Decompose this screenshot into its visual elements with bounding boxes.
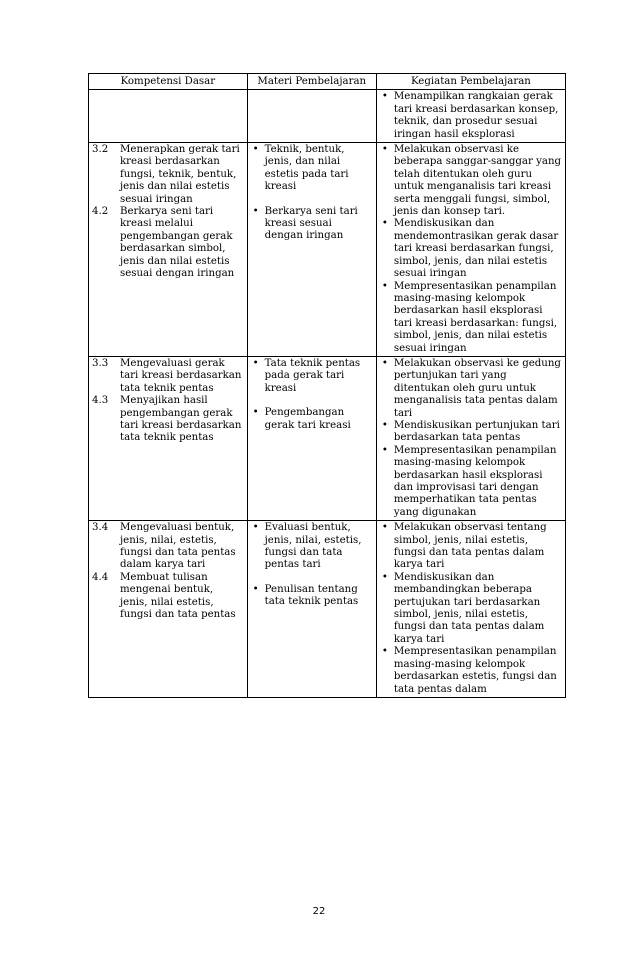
page-number: 22 (312, 906, 326, 917)
table-row (89, 143, 566, 357)
curriculum-table (88, 73, 566, 698)
kegiatan-item: • Melakukan observasi tentang simbol, jenis, nilai estetis, fungsi dan tata pentas dalam karya tari (380, 522, 562, 572)
cell-kompetensi (89, 143, 248, 357)
table-header-row (89, 74, 566, 90)
materi-item: • Tata teknik pentas pada gerak tari kreasi (251, 358, 373, 395)
materi-item: • Pengembangan gerak tari kreasi (251, 407, 373, 432)
kompetensi-number: 4.2 (92, 206, 109, 218)
kompetensi-number: 3.2 (92, 144, 109, 156)
kegiatan-item: • Melakukan observasi ke gedung pertunjukan tari yang ditentukan oleh guru untuk menganalisis tata pentas dalam tari (380, 358, 562, 420)
header-kegiatan-pembelajaran: Kegiatan Pembelajaran (376, 74, 565, 90)
kegiatan-item: • Mendiskusikan pertunjukan tari berdasarkan tata pentas (380, 420, 562, 445)
cell-materi (247, 521, 376, 698)
header-kompetensi-dasar: Kompetensi Dasar (89, 74, 248, 90)
materi-item: • Berkarya seni tari kreasi sesuai dengan iringan (251, 206, 373, 243)
cell-kegiatan (376, 521, 565, 698)
kompetensi-text: Mengevaluasi bentuk, jenis, nilai, estetis, fungsi dan tata pentas dalam karya tari (120, 522, 236, 571)
table-row (89, 521, 566, 698)
cell-kompetensi (89, 356, 248, 520)
kegiatan-item: • Mendiskusikan dan mendemontrasikan gerak dasar tari kreasi berdasarkan fungsi, simbol, jenis, dan nilai estetis sesuai iringan (380, 218, 562, 280)
kompetensi-text: Membuat tulisan mengenai bentuk, jenis, nilai estetis, fungsi dan tata pentas (120, 571, 236, 621)
kompetensi-number: 3.3 (92, 357, 109, 369)
materi-item: • Evaluasi bentuk, jenis, nilai, estetis, fungsi dan tata pentas tari (251, 522, 373, 572)
materi-item: • Penulisan tentang tata teknik pentas (251, 584, 373, 609)
kompetensi-item (92, 144, 244, 206)
cell-kegiatan (376, 90, 565, 143)
kegiatan-item: • Mempresentasikan penampilan masing-masing kelompok berdasarkan hasil eksplorasi dan improvisasi tari dengan memperhatikan tata pentas yang digunakan (380, 445, 562, 519)
table-body (89, 90, 566, 698)
kompetensi-item (92, 522, 244, 572)
kompetensi-number: 4.3 (92, 395, 109, 407)
cell-kegiatan (376, 143, 565, 357)
kegiatan-item: • Mempresentasikan penampilan masing-masing kelompok berdasarkan hasil eksplorasi tari kreasi berdasarkan: fungsi, simbol, jenis, dan nilai estetis sesuai iringan (380, 281, 562, 355)
cell-materi (247, 143, 376, 357)
kompetensi-item (92, 395, 244, 445)
cell-kompetensi (89, 90, 248, 143)
kompetensi-text: Menyajikan hasil pengembangan gerak tari kreasi berdasarkan tata teknik pentas (120, 395, 242, 444)
header-materi-pembelajaran: Materi Pembelajaran (247, 74, 376, 90)
kompetensi-text: Mengevaluasi gerak tari kreasi berdasarkan tata teknik pentas (120, 357, 242, 394)
kompetensi-text: Menerapkan gerak tari kreasi berdasarkan fungsi, teknik, bentuk, jenis dan nilai estetis sesuai iringan (120, 144, 240, 205)
kegiatan-item: • Mendiskusikan dan membandingkan beberapa pertujukan tari berdasarkan simbol, jenis, nilai estetis, fungsi dan tata pentas dalam karya tari (380, 572, 562, 646)
cell-kegiatan (376, 356, 565, 520)
kompetensi-text: Berkarya seni tari kreasi melalui pengembangan gerak berdasarkan simbol, jenis dan nilai estetis sesuai dengan iringan (120, 206, 235, 280)
table-row (89, 90, 566, 143)
kegiatan-item: • Melakukan observasi ke beberapa sanggar-sanggar yang telah ditentukan oleh guru untuk menganalisis tari kreasi serta menggali fungsi, simbol, jenis dan konsep tari. (380, 144, 562, 218)
kompetensi-item (92, 358, 244, 395)
kegiatan-item: • Menampilkan rangkaian gerak tari kreasi berdasarkan konsep, teknik, dan prosedur sesuai iringan hasil eksplorasi (380, 91, 562, 141)
kegiatan-item: • Mempresentasikan penampilan masing-masing kelompok berdasarkan estetis, fungsi dan tata pentas dalam (380, 646, 562, 696)
cell-materi (247, 356, 376, 520)
table-row (89, 356, 566, 520)
kompetensi-item (92, 206, 244, 280)
materi-item: • Teknik, bentuk, jenis, dan nilai estetis pada tari kreasi (251, 144, 373, 194)
kompetensi-item (92, 572, 244, 622)
kompetensi-number: 4.4 (92, 571, 109, 583)
cell-kompetensi (89, 521, 248, 698)
cell-materi (247, 90, 376, 143)
kompetensi-number: 3.4 (92, 522, 109, 534)
